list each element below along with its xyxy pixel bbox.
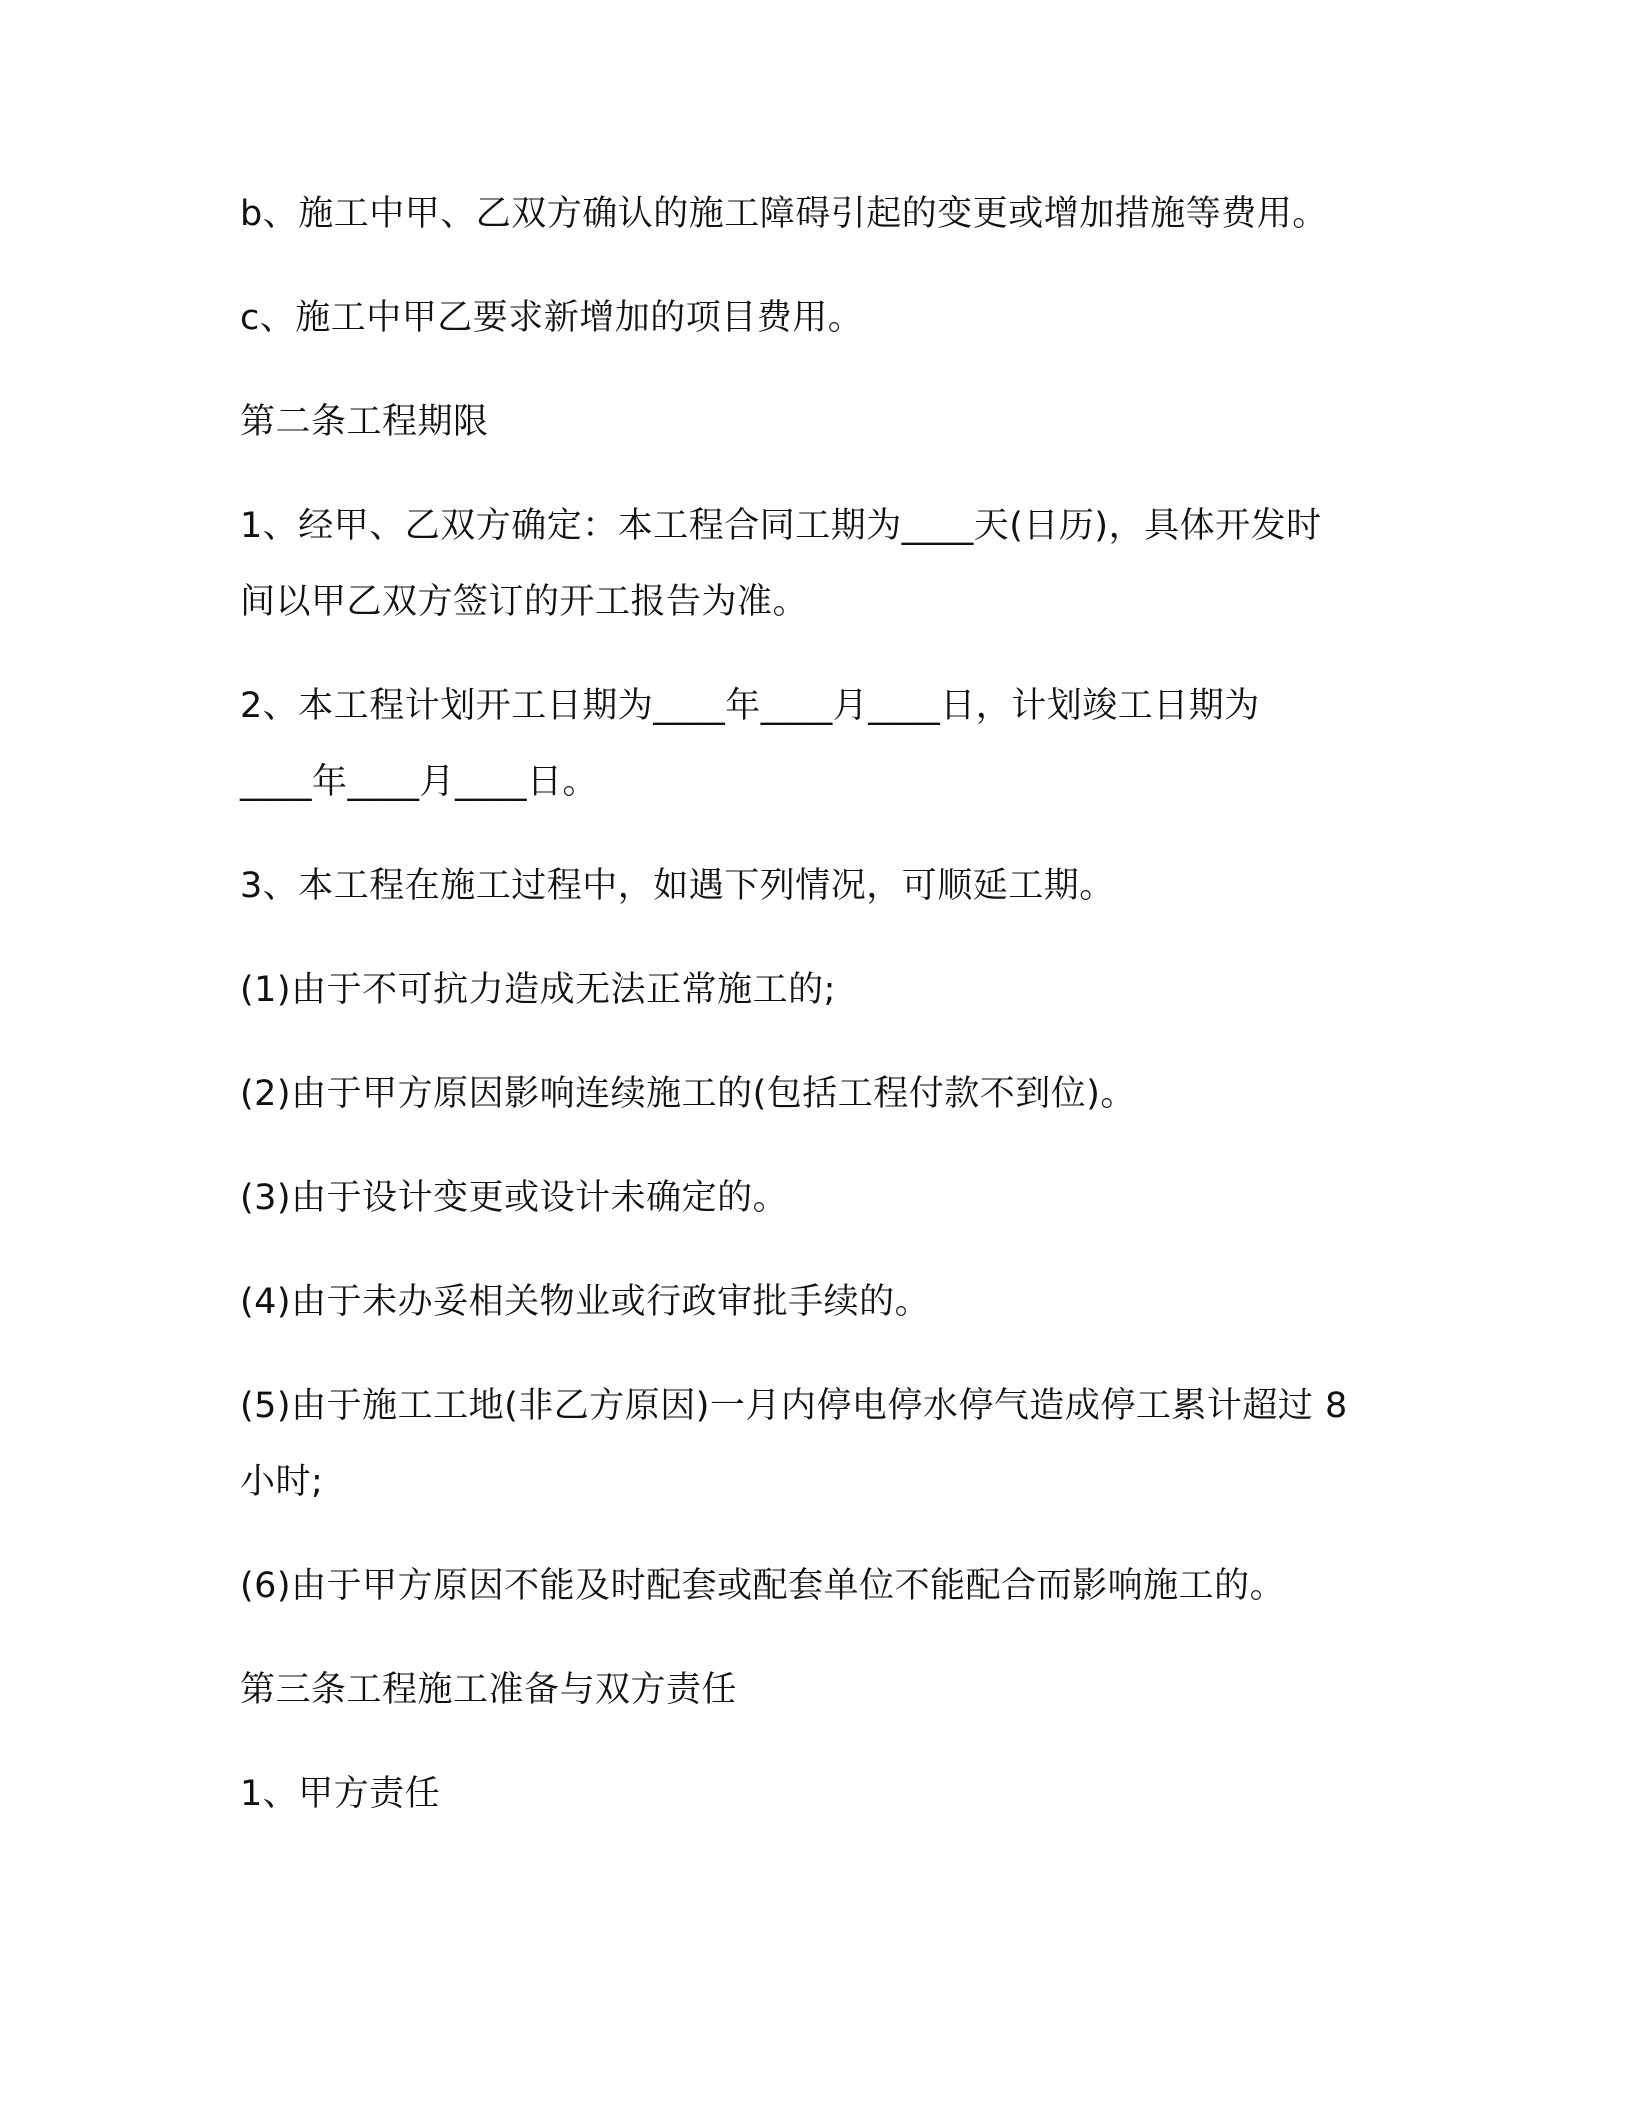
list-item-5: (5)由于施工工地(非乙方原因)一月内停电停水停气造成停工累计超过 8 小时; <box>240 1386 1348 1502</box>
document-body <box>240 176 1420 1832</box>
section-heading-article-3: 第三条工程施工准备与双方责任 <box>240 1670 738 1710</box>
list-item-3: (3)由于设计变更或设计未确定的。 <box>240 1178 789 1218</box>
list-item-1: (1)由于不可抗力造成无法正常施工的; <box>240 970 836 1010</box>
paragraph-item-b: b、施工中甲、乙双方确认的施工障碍引起的变更或增加措施等费用。 <box>240 194 1328 234</box>
section-heading-article-2: 第二条工程期限 <box>240 402 489 442</box>
list-item-6: (6)由于甲方原因不能及时配套或配套单位不能配合而影响施工的。 <box>240 1566 1286 1606</box>
paragraph-clause-2: 2、本工程计划开工日期为____年____月____日，计划竣工日期为 ____年____月____日。 <box>240 686 1260 802</box>
paragraph-party-a-responsibility: 1、甲方责任 <box>240 1774 441 1814</box>
paragraph-clause-1: 1、经甲、乙双方确定：本工程合同工期为____天(日历)，具体开发时 间以甲乙双方签订的开工报告为准。 <box>240 506 1322 622</box>
list-item-2: (2)由于甲方原因影响连续施工的(包括工程付款不到位)。 <box>240 1074 1136 1114</box>
list-item-4: (4)由于未办妥相关物业或行政审批手续的。 <box>240 1282 931 1322</box>
paragraph-item-c: c、施工中甲乙要求新增加的项目费用。 <box>240 298 864 338</box>
paragraph-clause-3: 3、本工程在施工过程中，如遇下列情况，可顺延工期。 <box>240 866 1115 906</box>
